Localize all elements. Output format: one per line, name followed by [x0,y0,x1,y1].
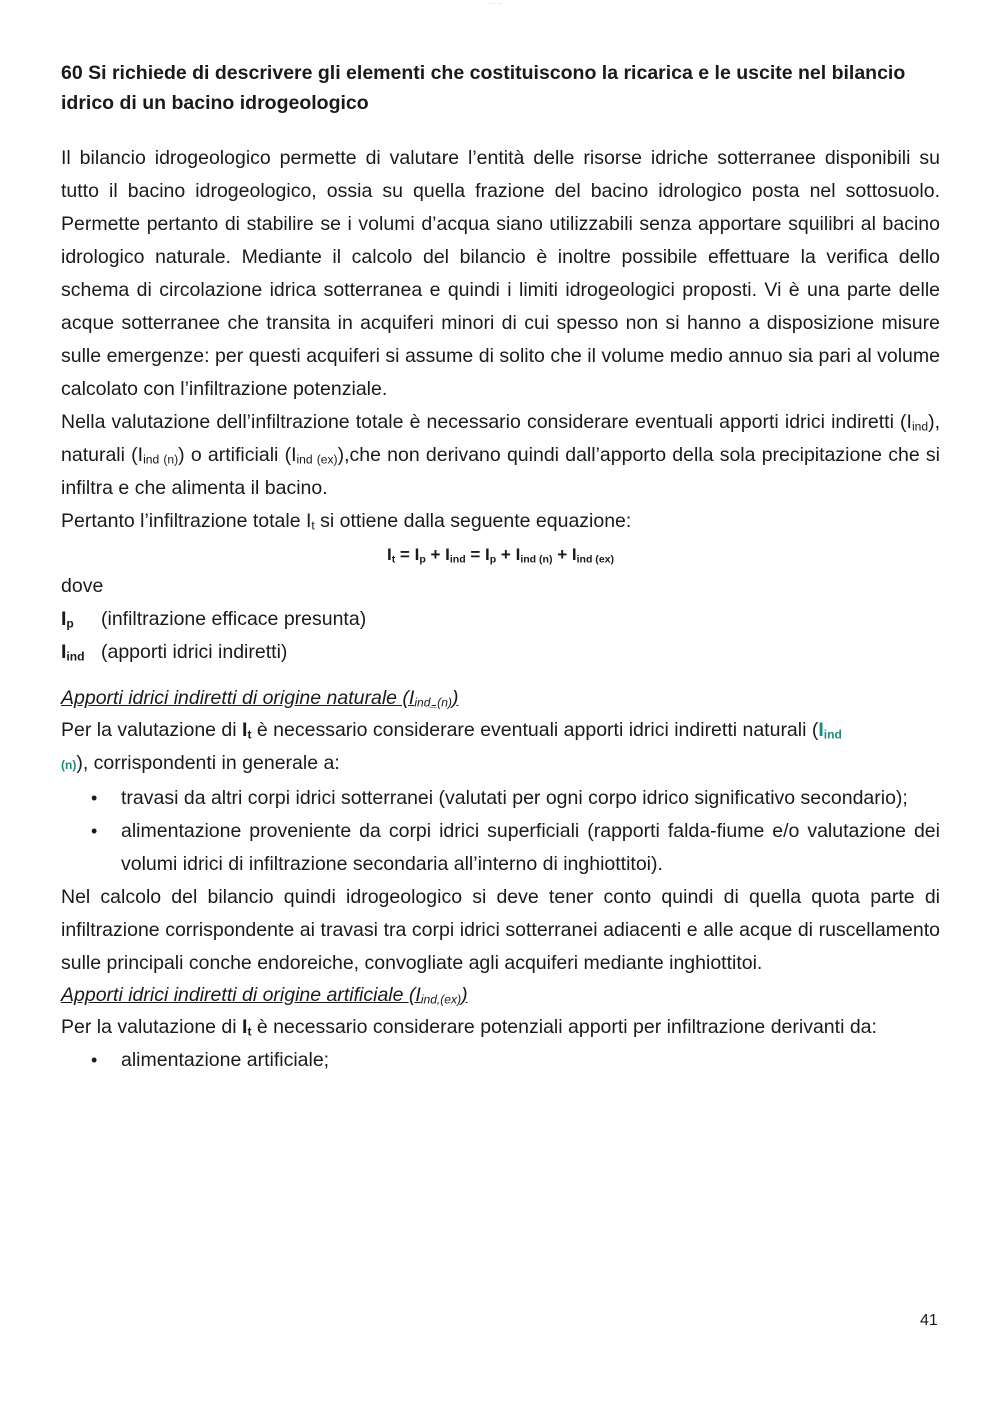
section-natural-heading: Apporti idrici indiretti di origine naturale $(I_{ind\_(n)})$ [61,687,459,710]
definition-iind: $I_{ind}$ (apporti idrici indiretti) [61,641,288,664]
equation: $I_t = I_p + I_{ind} = I_p + I_{ind (n)} + I_{ind (ex)}$ [386,545,615,566]
artificial-inputs-list [61,1044,940,1077]
dove-label: dove [61,575,104,597]
paragraph-indirect-inputs: Nella valutazione dell’infiltrazione totale è necessario considerare eventuali apporti idrici indiretti $(I_{ind})$, naturali $(I_{ind (n)})$ o artificiali $(I_{ind (ex)}),che$ non derivano quindi dall’apporto della sola precipitazione che si infiltra e che alimenta il bacino. [61,411,940,499]
definition-ip: $I_p$ (infiltrazione efficace presunta) [61,608,367,631]
section-artificial-heading: Apporti idrici indiretti di origine artificiale $(I_{ind,(ex)})$ [61,984,468,1007]
page-number: 41 [920,1312,938,1329]
section-natural-intro: Per la valutazione di $I_t$ è necessario considerare eventuali apporti idrici indiretti naturali ($I_{ind}$ (n)), corrispondenti in generale a: [61,719,842,774]
header-mark: — — — [487,0,502,5]
section-artificial-intro: Per la valutazione di $I_t$ è necessario considerare potenziali apporti per infiltrazione derivanti da: [61,1016,877,1039]
question-title: 60 Si richiede di descrivere gli elementi che costituiscono la ricarica e le uscite nel bilancio idrico di un bacino idrogeologico [61,62,906,114]
paragraph-intro: Il bilancio idrogeologico permette di valutare l’entità delle risorse idriche sotterranee disponibili su tutto il bacino idrogeologico, ossia su quella frazione del bacino idrologico posta nel sottosuolo. Permette pertanto di stabilire se i volumi d’acqua siano utilizzabili senza apportare squilibri al bacino idrologico naturale. Mediante il calcolo del bilancio è inoltre possibile effettuare la verifica dello schema di circolazione idrica sotterranea e quindi i limiti idrogeologici proposti. Vi è una parte delle acque sotterranee che transita in acquiferi minori di cui spesso non si hanno a disposizione misure sulle emergenze: per questi acquiferi si assume di solito che il volume medio annuo sia pari al volume calcolato con l’infiltrazione potenziale. [61,147,940,400]
document-page [61,58,940,1077]
paragraph-equation-intro: Pertanto l’infiltrazione totale $I_t$ si ottiene dalla seguente equazione: [61,510,632,533]
list-item: • alimentazione artificiale; [121,1044,940,1077]
natural-inputs-list [61,782,940,881]
list-item: • travasi da altri corpi idrici sotterranei (valutati per ogni corpo idrico significativo secondario); [121,782,940,815]
list-item: • alimentazione proveniente da corpi idrici superficiali (rapporti falda-fiume e/o valutazione dei volumi idrici di infiltrazione secondaria all’interno di inghiottitoi). [121,815,940,881]
section-natural-closing: Nel calcolo del bilancio quindi idrogeologico si deve tener conto quindi di quella quota parte di infiltrazione corrispondente ai travasi tra corpi idrici sotterranei adiacenti e alle acque di ruscellamento sulle principali conche endoreiche, convogliate agli acquiferi mediante inghiottitoi. [61,886,940,974]
